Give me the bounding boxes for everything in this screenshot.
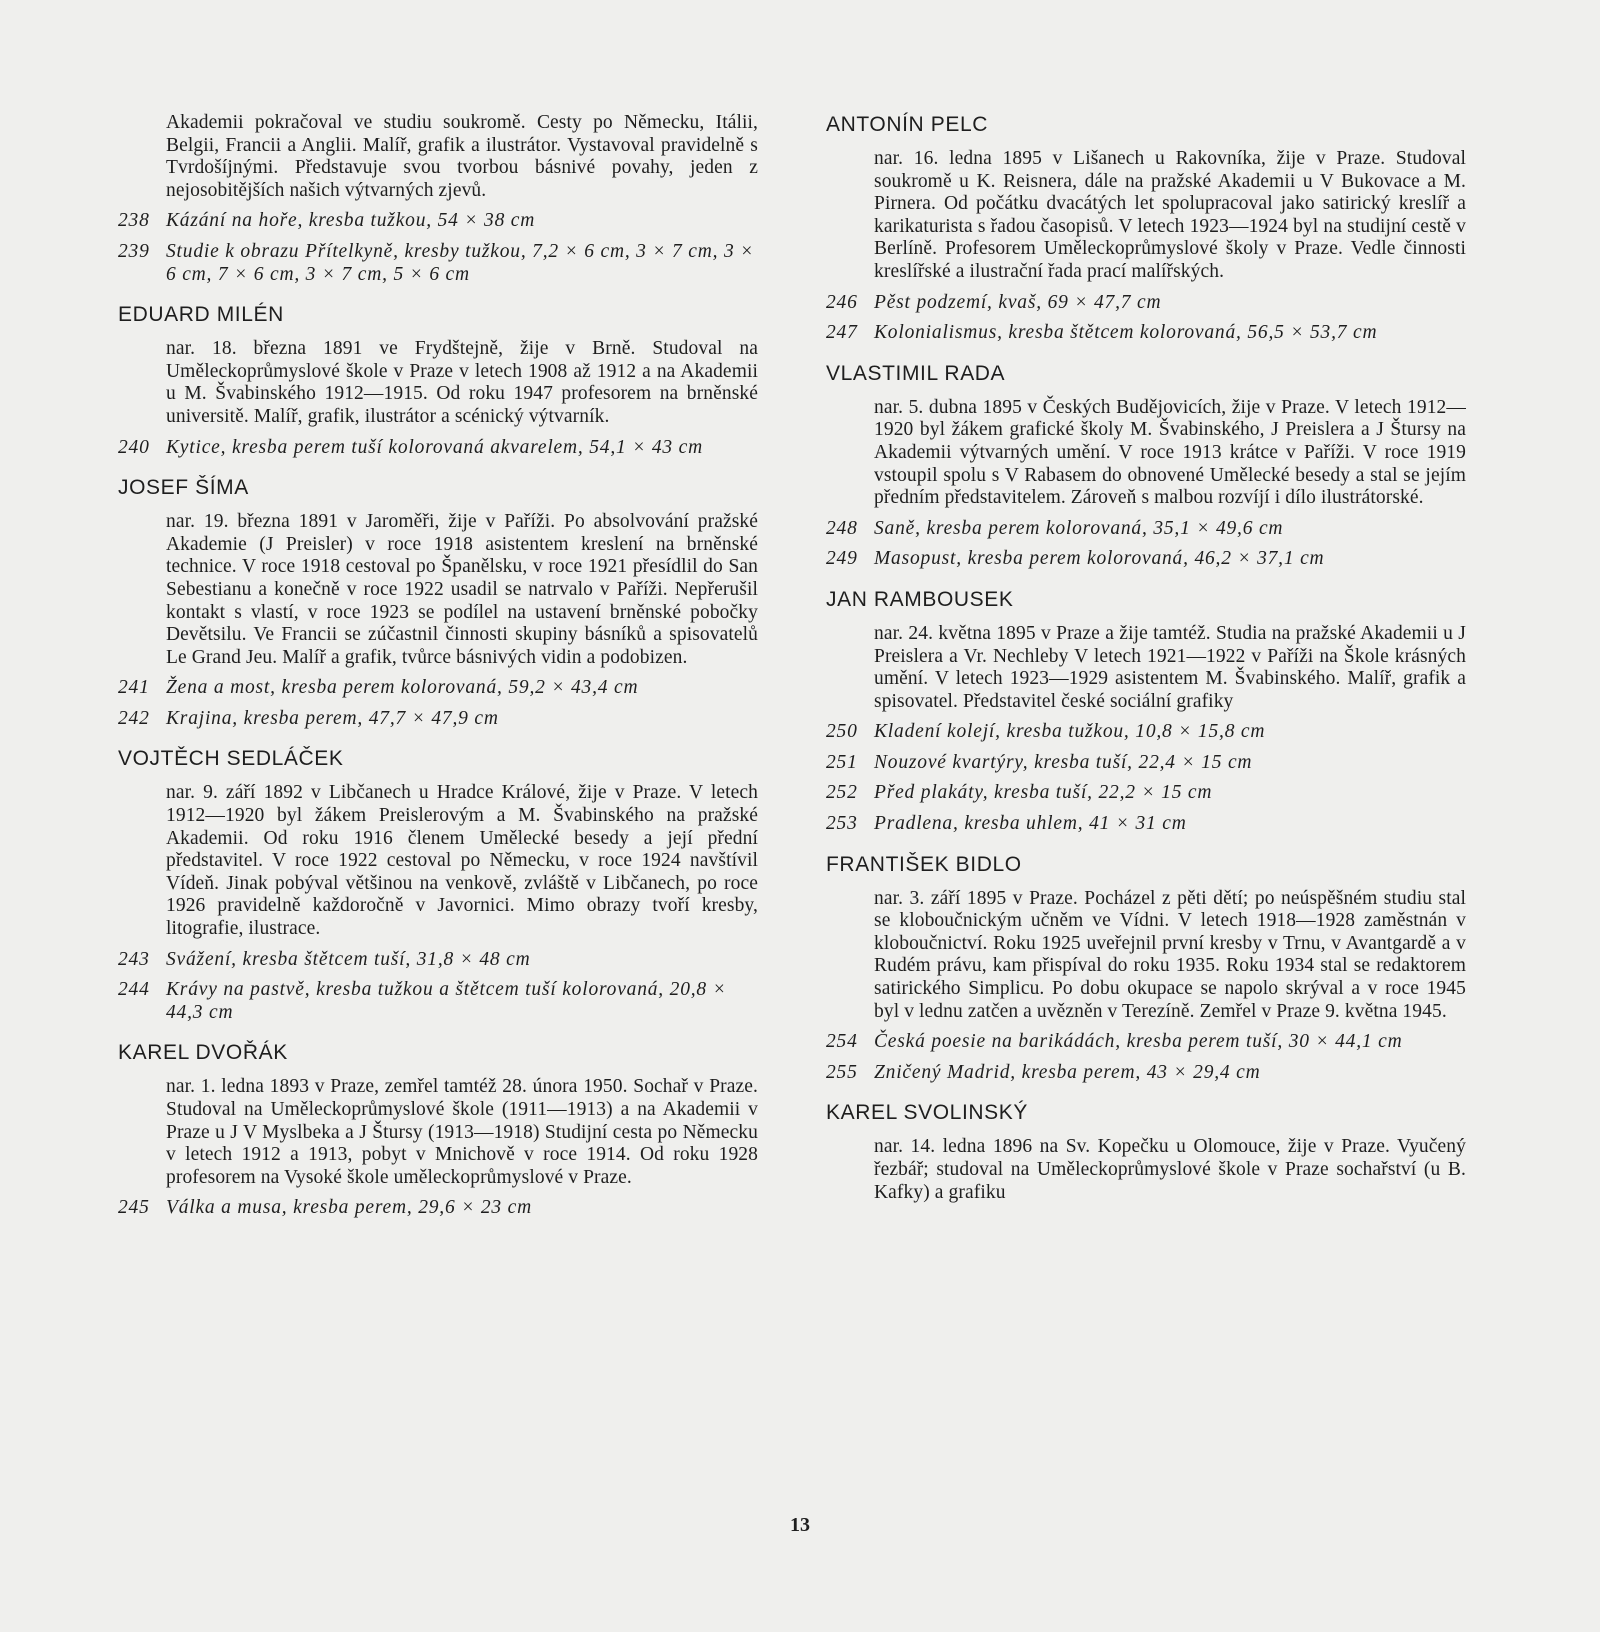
entry-text: Kázání na hoře, kresba tužkou, 54 × 38 cm xyxy=(166,210,536,232)
catalog-entry xyxy=(118,949,758,972)
right-column xyxy=(826,112,1466,1212)
artist-bio: nar. 19. března 1891 v Jaroměři, žije v Paříži. Po absolvování pražské Akademie (J Preisler) v roce 1918 asistentem kreslení na brněnské technice. V roce 1918 cestoval po Španělsku, v roce 1921 přesídlil do San Sebestianu a konečně v roce 1922 usadil se natrvalo v Paříži. Nepřerušil kontakt s vlastí, v roce 1923 se podílel na ustavení brněnské pobočky Devětsilu. Ve Francii se zúčastnil činnosti skupiny básníků a spisovatelů Le Grand Jeu. Malíř a grafik, tvůrce básnivých vidin a podobizen. xyxy=(166,511,758,668)
entry-number: 252 xyxy=(826,782,858,804)
catalog-entry xyxy=(118,979,758,1024)
catalog-entry xyxy=(118,241,758,286)
catalog-entry xyxy=(118,1197,758,1220)
artist-heading: KAREL DVOŘÁK xyxy=(118,1041,288,1065)
entry-text: Saně, kresba perem kolorovaná, 35,1 × 49,6 cm xyxy=(874,517,1284,539)
catalog-entry xyxy=(826,1031,1466,1054)
artist-bio: nar. 24. května 1895 v Praze a žije tamtéž. Studia na pražské Akademii u J Preislera a Vr. Nechleby V letech 1921—1922 v Paříži na Škole krásných umění. V letech 1923—1929 asistentem M. Švabinského. Malíř, grafik a spisovatel. Představitel české sociální grafiky xyxy=(874,622,1466,712)
entry-text: Masopust, kresba perem kolorovaná, 46,2 × 37,1 cm xyxy=(874,548,1325,570)
catalog-entry xyxy=(826,322,1466,345)
entry-number: 240 xyxy=(118,436,150,458)
entry-number: 254 xyxy=(826,1031,858,1053)
entry-text: Žena a most, kresba perem kolorovaná, 59,2 × 43,4 cm xyxy=(166,677,639,699)
entry-number: 251 xyxy=(826,751,858,773)
entry-text: Svážení, kresba štětcem tuší, 31,8 × 48 cm xyxy=(166,948,531,970)
left-column xyxy=(118,112,758,1228)
artist-bio: nar. 14. ledna 1896 na Sv. Kopečku u Olomouce, žije v Praze. Vyučený řezbář; studoval na Uměleckoprůmyslové škole v Praze sochařství (u B. Kafky) a grafiku xyxy=(874,1136,1466,1203)
artist-heading: JOSEF ŠÍMA xyxy=(118,476,249,500)
entry-text: Pradlena, kresba uhlem, 41 × 31 cm xyxy=(874,813,1187,835)
entry-text: Před plakáty, kresba tuší, 22,2 × 15 cm xyxy=(874,782,1213,804)
entry-number: 248 xyxy=(826,517,858,539)
artist-bio: nar. 9. září 1892 v Libčanech u Hradce Králové, žije v Praze. V letech 1912—1920 byl žákem Preislerovým a M. Švabinského na pražské Akademii. Od roku 1916 členem Umělecké besedy a její přední představitel. V roce 1922 cestoval po Německu, v roce 1924 navštívil Vídeň. Jinak pobýval většinou na venkově, zvláště v Libčanech, po roce 1926 pravidelně každoročně v Javornici. Mimo obrazy tvoří kresby, litografie, ilustrace. xyxy=(166,782,758,940)
artist-heading: ANTONÍN PELC xyxy=(826,113,989,136)
entry-text: Válka a musa, kresba perem, 29,6 × 23 cm xyxy=(166,1197,532,1219)
catalog-entry xyxy=(826,292,1466,315)
page-number: 13 xyxy=(790,1514,810,1536)
entry-number: 247 xyxy=(826,322,858,344)
entry-text: Pěst podzemí, kvaš, 69 × 47,7 cm xyxy=(874,291,1162,313)
intro-paragraph: Akademii pokračoval ve studiu soukromě. Cesty po Německu, Itálii, Belgii, Francii a Anglii. Malíř, grafik a ilustrátor. Vystavoval pravidelně s Tvrdošíjnými. Představuje svou tvorbou básnivé povahy, jeden z nejosobitějších našich výtvarných zjevů. xyxy=(166,112,758,201)
entry-number: 244 xyxy=(118,979,150,1001)
catalog-entry xyxy=(118,677,758,700)
entry-text: Zničený Madrid, kresba perem, 43 × 29,4 cm xyxy=(874,1061,1261,1083)
entry-number: 249 xyxy=(826,548,858,570)
entry-number: 245 xyxy=(118,1197,150,1219)
entry-number: 238 xyxy=(118,210,150,232)
entry-text: Kolonialismus, kresba štětcem kolorovaná, 56,5 × 53,7 cm xyxy=(874,322,1378,344)
entry-text: Studie k obrazu Přítelkyně, kresby tužkou, 7,2 × 6 cm, 3 × 7 cm, 3 × 6 cm, 7 × 6 cm, 3 × 7 cm, 5 × 6 cm xyxy=(166,240,755,285)
artist-bio: nar. 16. ledna 1895 v Lišanech u Rakovníka, žije v Praze. Studoval soukromě u K. Reisnera, dále na pražské Akademii u V Bukovace a M. Pirnera. Od počátku dvacátých let spolupracoval jako satirický kreslíř a karikaturista s řadou časopisů. V letech 1923—1924 byl na studijní cestě v Berlíně. Profesorem Uměleckoprůmyslové školy v Praze. Vedle činnosti kreslířské a ilustrační řada prací malířských. xyxy=(874,148,1466,282)
catalog-entry xyxy=(118,708,758,731)
catalog-entry xyxy=(826,1062,1466,1085)
entry-number: 255 xyxy=(826,1061,858,1083)
artist-heading: EDUARD MILÉN xyxy=(118,303,284,327)
catalog-entry xyxy=(826,721,1466,744)
catalog-entry xyxy=(118,437,758,460)
artist-heading: KAREL SVOLINSKÝ xyxy=(826,1101,1028,1125)
catalog-entry xyxy=(118,210,758,233)
entry-text: Krávy na pastvě, kresba tužkou a štětcem tuší kolorovaná, 20,8 × 44,3 cm xyxy=(166,979,727,1023)
entry-number: 250 xyxy=(826,721,858,743)
artist-heading: JAN RAMBOUSEK xyxy=(826,587,1014,611)
artist-bio: nar. 18. března 1891 ve Frydštejně, žije v Brně. Studoval na Uměleckoprůmyslové škole v Praze v letech 1908 až 1912 a na Akademii u M. Švabinského 1912—1915. Od roku 1947 profesorem na brněnské universitě. Malíř, grafik, ilustrátor a scénický výtvarník. xyxy=(166,338,758,427)
entry-number: 253 xyxy=(826,813,858,835)
catalog-entry xyxy=(826,752,1466,775)
entry-number: 241 xyxy=(118,677,150,699)
entry-text: Nouzové kvartýry, kresba tuší, 22,4 × 15 cm xyxy=(874,751,1253,773)
entry-text: Kytice, kresba perem tuší kolorovaná akvarelem, 54,1 × 43 cm xyxy=(166,436,703,458)
artist-heading: VOJTĚCH SEDLÁČEK xyxy=(118,747,344,771)
artist-bio: nar. 3. září 1895 v Praze. Pocházel z pěti dětí; po neúspěšném studiu stal se kloboučnickým učněm ve Vídni. V letech 1918—1928 zaměstnán v kloboučnictví. Roku 1925 uveřejnil první kresby v Trnu, v Avantgardě a v Rudém právu, kam přispíval do roku 1935. Roku 1934 stal se redaktorem satirického Simplicu. Po dobu okupace se napolo skrýval a v roce 1945 byl v lednu zatčen a uvězněn v Terezíně. Zemřel v Praze 9. května 1945. xyxy=(874,887,1466,1022)
artist-heading: FRANTIŠEK BIDLO xyxy=(826,852,1022,876)
entry-number: 242 xyxy=(118,707,150,729)
catalog-entry xyxy=(826,518,1466,541)
entry-text: Krajina, kresba perem, 47,7 × 47,9 cm xyxy=(166,707,499,729)
entry-text: Česká poesie na barikádách, kresba perem tuší, 30 × 44,1 cm xyxy=(874,1031,1403,1053)
entry-number: 239 xyxy=(118,240,150,262)
catalog-entry xyxy=(826,813,1466,836)
entry-text: Kladení kolejí, kresba tužkou, 10,8 × 15,8 cm xyxy=(874,721,1266,743)
entry-number: 246 xyxy=(826,291,858,313)
artist-bio: nar. 5. dubna 1895 v Českých Budějovicích, žije v Praze. V letech 1912—1920 byl žákem grafické školy M. Švabinského, J Preislera a J Štursy na Akademii výtvarných umění. V roce 1913 krátce v Paříži. V roce 1919 vstoupil spolu s V Rabasem do obnovené Umělecké besedy a stal se jejím předním představitelem. Zároveň s malbou rozvíjí i dílo ilustrátorské. xyxy=(874,396,1466,509)
entry-number: 243 xyxy=(118,948,150,970)
catalog-entry xyxy=(826,548,1466,571)
catalog-entry xyxy=(826,782,1466,805)
artist-bio: nar. 1. ledna 1893 v Praze, zemřel tamtéž 28. února 1950. Sochař v Praze. Studoval na Uměleckoprůmyslové škole (1911—1913) a na Akademii v Praze u J V Myslbeka a J Štursy (1913—1918) Studijní cesta po Německu v letech 1912 a 1913, pobyt v Mnichově v roce 1914. Od roku 1928 profesorem na Vysoké škole uměleckoprůmyslové v Praze. xyxy=(166,1076,758,1188)
artist-heading: VLASTIMIL RADA xyxy=(826,361,1006,385)
